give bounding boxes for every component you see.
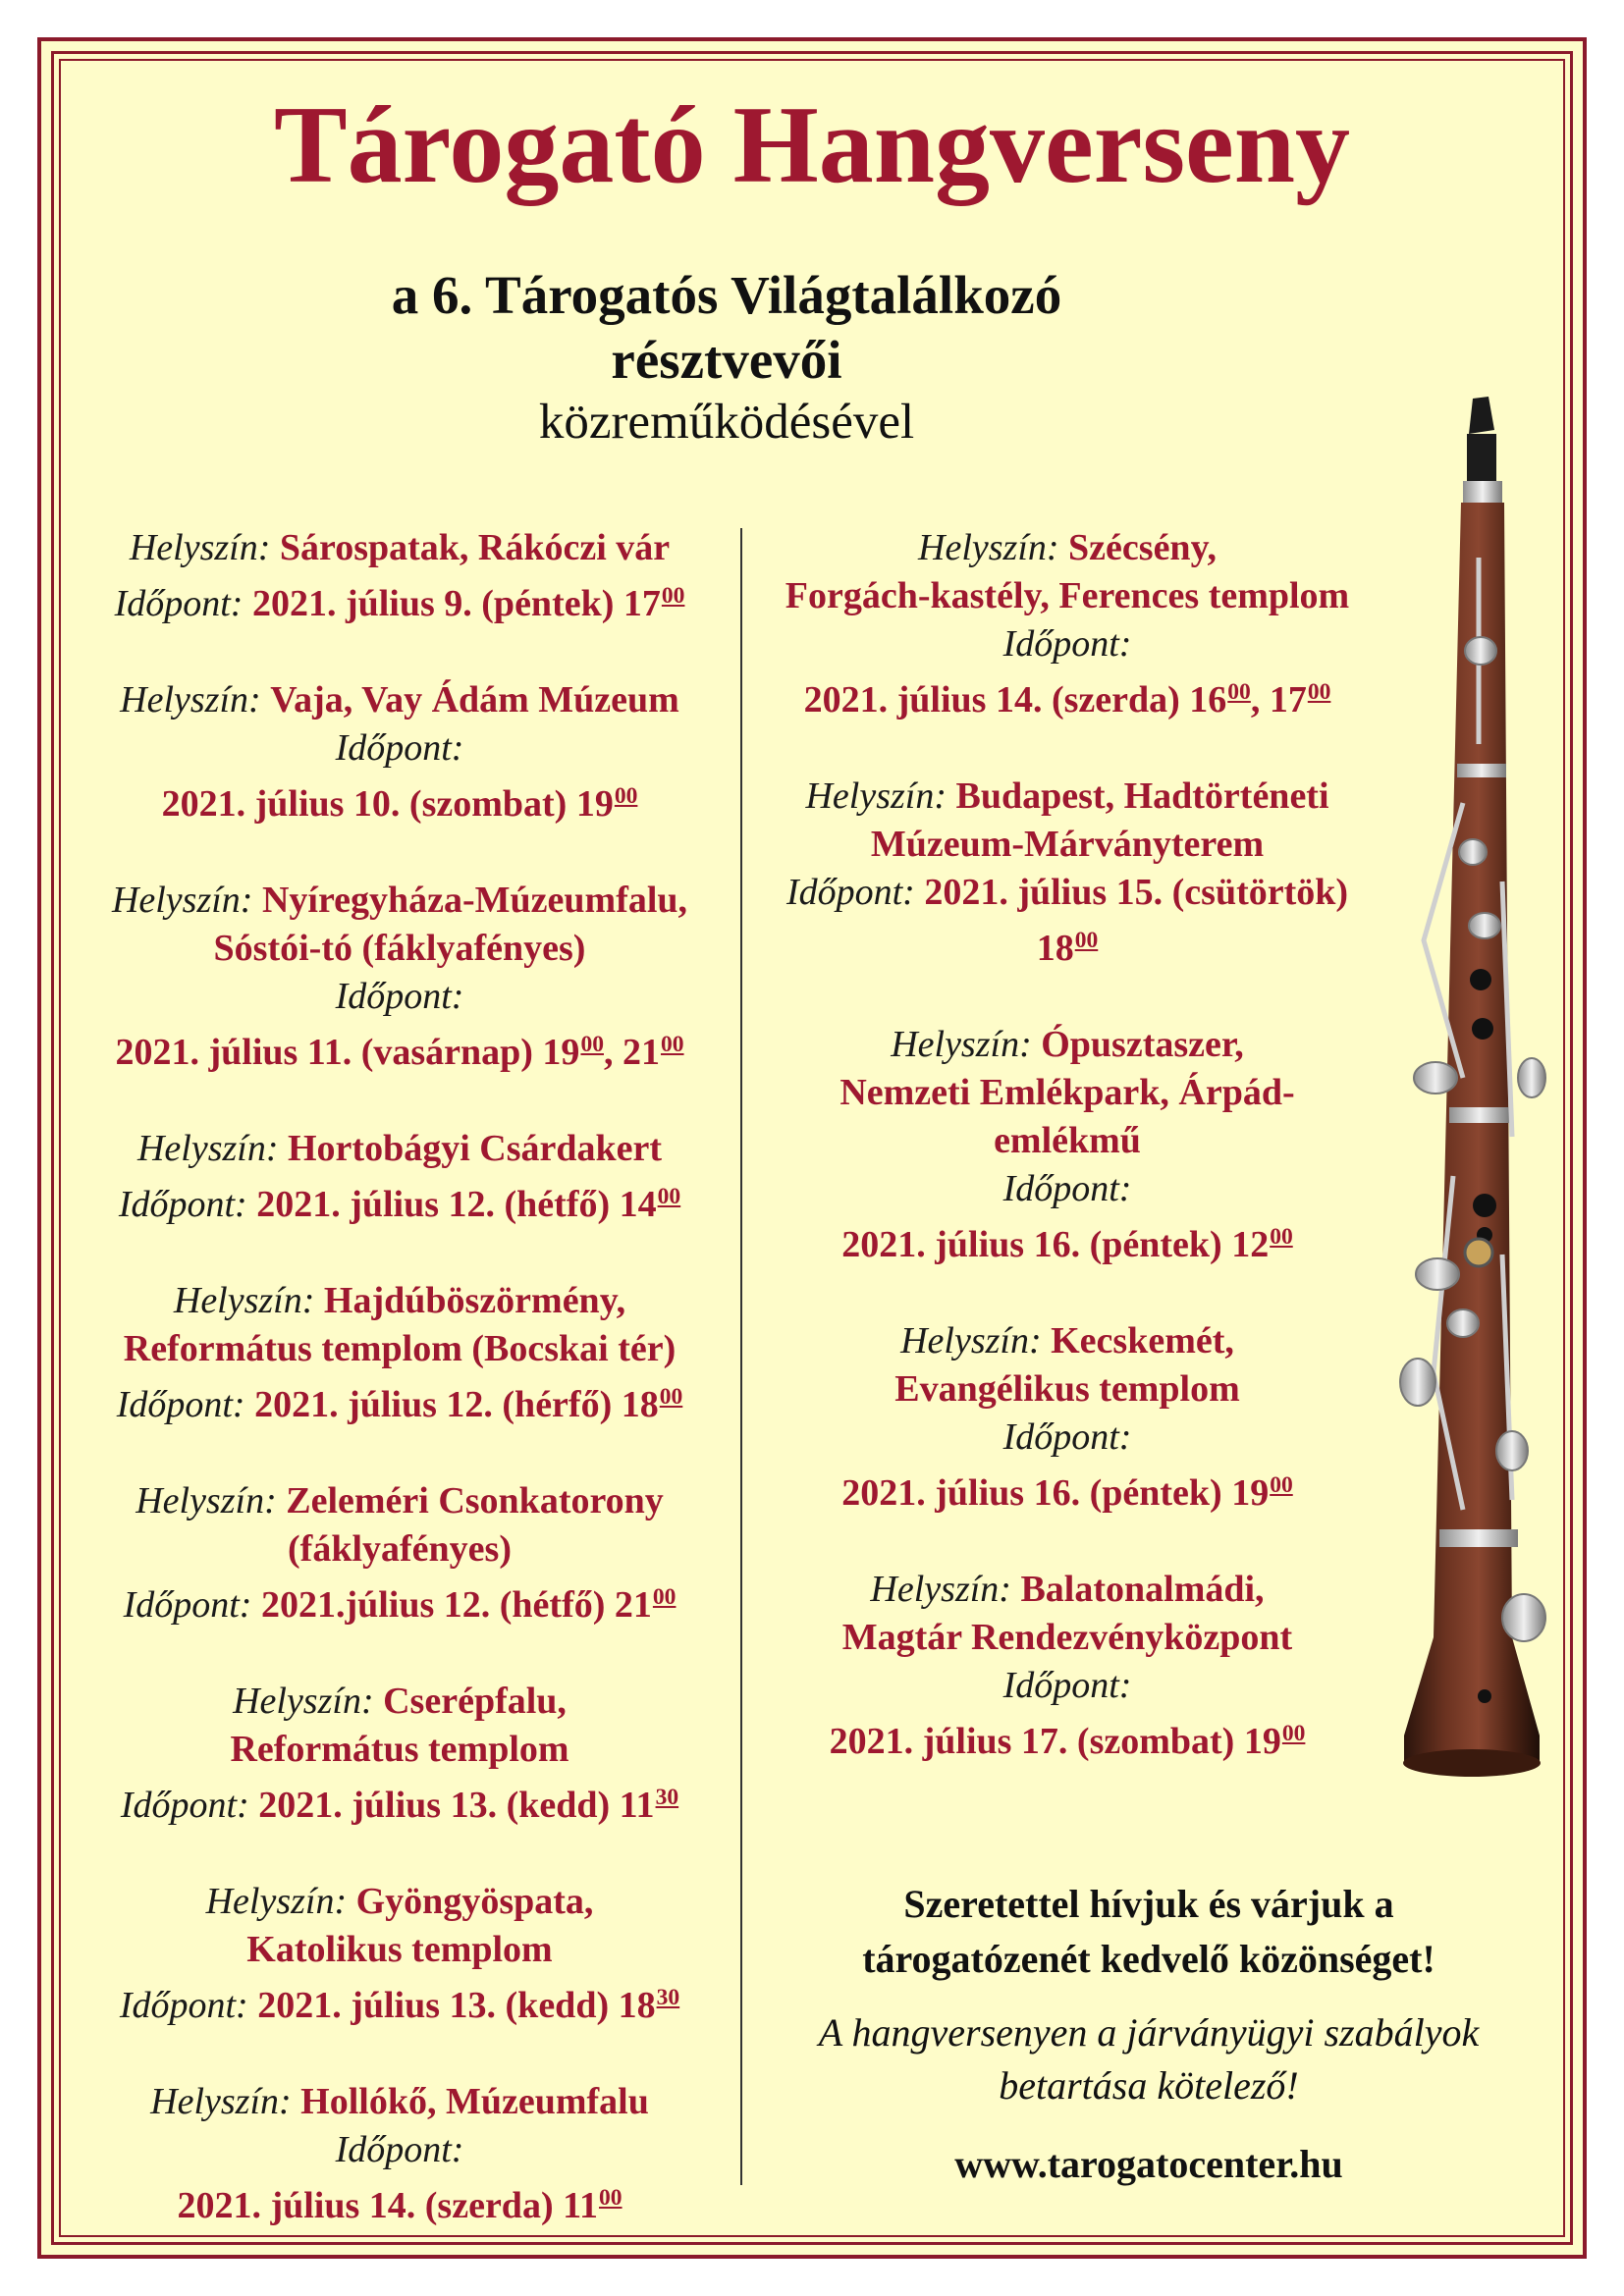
event-location: Magtár Rendezvényközpont xyxy=(841,1616,1293,1658)
event-item xyxy=(81,676,719,828)
event-location: Zeleméri Csonkatorony xyxy=(286,1479,664,1522)
time-label: Időpont: xyxy=(123,1583,252,1626)
event-time-text: 2021. július 14. (szerda) 11 xyxy=(177,2184,598,2226)
time-label-line xyxy=(748,1414,1386,1462)
location-label: Helyszín: xyxy=(918,527,1059,568)
time-label: Időpont: xyxy=(1002,623,1132,665)
event-location: Cserépfalu, xyxy=(383,1680,567,1722)
time-label-line xyxy=(81,2126,719,2174)
event-location: Hortobágyi Csárdakert xyxy=(288,1127,663,1169)
poster-subtitle xyxy=(0,263,1453,393)
event-item xyxy=(748,1317,1386,1518)
event-time-minutes: 30 xyxy=(655,1784,679,1810)
event-location-line xyxy=(81,1726,719,1774)
event-location: Református templom xyxy=(230,1728,569,1770)
time-label: Időpont: xyxy=(785,871,915,913)
event-time-line xyxy=(748,1213,1386,1269)
event-location: Budapest, Hadtörténeti xyxy=(955,774,1329,817)
event-location-line xyxy=(81,1325,719,1373)
event-time-line xyxy=(748,668,1386,724)
event-time-line xyxy=(748,1710,1386,1766)
event-location: Ópusztaszer, xyxy=(1041,1023,1244,1065)
time-label: Időpont: xyxy=(116,1383,245,1425)
event-time-minutes: 00 xyxy=(661,583,685,609)
event-location: Hajdúböszörmény, xyxy=(323,1279,626,1321)
event-time-text: 2021. július 16. (péntek) 12 xyxy=(841,1223,1270,1265)
event-item xyxy=(748,524,1386,724)
event-location-line xyxy=(748,1614,1386,1662)
safety-notice-line-1: A hangversenyen a járványügyi szabályok xyxy=(818,2010,1480,2055)
time-label-line xyxy=(748,620,1386,668)
event-time-minutes: 00 xyxy=(614,782,638,809)
event-location: Evangélikus templom xyxy=(894,1367,1240,1410)
poster-subtitle-3: közreműködésével xyxy=(538,395,915,450)
safety-notice-line-2: betartása kötelező! xyxy=(999,2063,1299,2108)
location-label: Helyszín: xyxy=(111,879,253,921)
location-label: Helyszín: xyxy=(870,1568,1011,1610)
event-location: emlékmű xyxy=(994,1119,1141,1161)
event-time-line xyxy=(81,1373,719,1429)
event-item xyxy=(81,2078,719,2230)
location-label: Helyszín: xyxy=(233,1680,374,1722)
time-label: Időpont: xyxy=(335,726,464,769)
location-label: Helyszín: xyxy=(891,1023,1032,1065)
location-label: Helyszín: xyxy=(136,1127,279,1169)
event-time-text: 18 xyxy=(1036,927,1074,969)
event-location: Nemzeti Emlékpark, Árpád- xyxy=(839,1071,1295,1113)
event-time-minutes: 00 xyxy=(1281,1720,1306,1746)
event-time-text: 2021. július 14. (szerda) 16 xyxy=(803,678,1227,721)
event-location: Gyöngyöspata, xyxy=(355,1880,594,1922)
location-label: Helyszín: xyxy=(129,527,271,568)
event-time-line xyxy=(81,773,719,828)
events-column-right xyxy=(748,524,1386,1766)
event-location: Sárospatak, Rákóczi vár xyxy=(279,527,671,568)
event-location-line xyxy=(81,877,719,925)
invitation-line-2: tárogatózenét kedvelő közönséget! xyxy=(862,1937,1435,1981)
event-time-text: 2021. július 10. (szombat) 19 xyxy=(161,782,614,825)
event-item xyxy=(81,1277,719,1429)
event-location: Kecskemét, xyxy=(1051,1319,1234,1362)
event-time-line xyxy=(81,1974,719,2030)
event-location-line xyxy=(81,1878,719,1926)
subtitle-line-1: a 6. Tárogatós Világtalálkozó xyxy=(391,265,1062,325)
event-time-minutes: 00 xyxy=(1307,679,1331,705)
location-label: Helyszín: xyxy=(805,774,947,817)
event-item xyxy=(81,1125,719,1229)
event-time-line xyxy=(748,917,1386,973)
time-label-line xyxy=(748,1662,1386,1710)
event-location-line xyxy=(81,1926,719,1974)
event-time-text: 2021. július 12. (hérfő) 18 xyxy=(254,1383,659,1425)
event-location: Katolikus templom xyxy=(246,1928,553,1970)
poster-title: Tárogató Hangverseny xyxy=(273,84,1351,206)
event-location-line xyxy=(81,1678,719,1726)
event-location-line xyxy=(748,1566,1386,1614)
event-time-minutes: 00 xyxy=(1270,1471,1293,1498)
event-item xyxy=(748,1021,1386,1269)
event-location-line xyxy=(81,1477,719,1525)
location-label: Helyszín: xyxy=(120,678,261,721)
time-label: Időpont: xyxy=(1002,1167,1132,1209)
event-item xyxy=(81,1477,719,1629)
event-time-minutes: 00 xyxy=(580,1031,604,1057)
event-location-line xyxy=(81,925,719,973)
event-time-text: 2021. július 16. (péntek) 19 xyxy=(841,1471,1270,1514)
event-time-line xyxy=(81,1173,719,1229)
event-item xyxy=(81,524,719,628)
event-location-line xyxy=(81,1525,719,1574)
event-location-line xyxy=(81,2078,719,2126)
event-location-line xyxy=(748,1365,1386,1414)
event-location: Református templom (Bocskai tér) xyxy=(123,1327,677,1369)
location-label: Helyszín: xyxy=(173,1279,315,1321)
event-time-minutes: 00 xyxy=(660,1031,684,1057)
location-label: Helyszín: xyxy=(150,2080,292,2122)
time-label: Időpont: xyxy=(114,582,244,624)
event-item xyxy=(748,773,1386,973)
event-location: Vaja, Vay Ádám Múzeum xyxy=(270,678,679,721)
event-item xyxy=(81,1878,719,2030)
event-location-line xyxy=(81,1277,719,1325)
event-location: Szécsény, xyxy=(1068,527,1217,568)
event-time-text: , 17 xyxy=(1250,678,1307,721)
event-time-minutes: 00 xyxy=(659,1383,683,1410)
event-location: Balatonalmádi, xyxy=(1020,1568,1265,1610)
location-label: Helyszín: xyxy=(205,1880,348,1922)
event-time-text: 2021. július 13. (kedd) 18 xyxy=(257,1984,656,2026)
event-location-line xyxy=(81,1125,719,1173)
invitation-text xyxy=(746,1877,1551,1987)
time-label: Időpont: xyxy=(119,1984,248,2026)
event-time-minutes: 00 xyxy=(657,1183,681,1209)
event-item xyxy=(81,1678,719,1830)
event-time-text: 2021. július 13. (kedd) 11 xyxy=(258,1784,655,1826)
event-time-minutes: 00 xyxy=(1074,927,1099,953)
event-location-line xyxy=(748,524,1386,572)
tarogato-instrument-image xyxy=(1365,391,1551,1902)
event-time-text: 2021. július 12. (hétfő) 14 xyxy=(256,1183,657,1225)
website-link[interactable]: www.tarogatocenter.hu xyxy=(954,2142,1343,2186)
time-label-line xyxy=(81,973,719,1021)
event-time-line xyxy=(748,869,1386,917)
event-time-line xyxy=(81,1774,719,1830)
event-time-line xyxy=(81,1021,719,1077)
event-location-line xyxy=(748,1317,1386,1365)
event-location-line xyxy=(748,1069,1386,1117)
safety-notice xyxy=(746,2006,1551,2112)
event-time-minutes: 00 xyxy=(652,1583,677,1610)
event-time-text: 2021.július 12. (hétfő) 21 xyxy=(260,1583,652,1626)
event-location-line xyxy=(748,1021,1386,1069)
time-label: Időpont: xyxy=(1002,1664,1132,1706)
event-time-text: 2021. július 15. (csütörtök) xyxy=(924,871,1349,913)
event-time-text: 2021. július 17. (szombat) 19 xyxy=(829,1720,1281,1762)
time-label: Időpont: xyxy=(335,2128,464,2170)
event-location-line xyxy=(748,773,1386,821)
event-location-line xyxy=(81,676,719,724)
location-label: Helyszín: xyxy=(900,1319,1042,1362)
subtitle-line-2: résztvevői xyxy=(611,330,842,390)
event-location-line xyxy=(81,524,719,572)
time-label-line xyxy=(748,1165,1386,1213)
event-time-minutes: 00 xyxy=(599,2184,623,2211)
event-time-line xyxy=(748,1462,1386,1518)
event-location: Múzeum-Márványterem xyxy=(870,823,1265,865)
event-location: (fáklyafényes) xyxy=(288,1527,512,1570)
time-label: Időpont: xyxy=(118,1183,247,1225)
event-location: Hollókő, Múzeumfalu xyxy=(300,2080,649,2122)
event-location-line xyxy=(748,572,1386,620)
event-time-text: , 21 xyxy=(603,1031,660,1073)
event-time-minutes: 00 xyxy=(1270,1223,1293,1250)
location-label: Helyszín: xyxy=(135,1479,277,1522)
time-label-line xyxy=(81,724,719,773)
event-location: Nyíregyháza-Múzeumfalu, xyxy=(261,879,688,921)
time-label: Időpont: xyxy=(335,975,464,1017)
event-time-line xyxy=(81,1574,719,1629)
event-time-minutes: 00 xyxy=(1227,679,1251,705)
event-time-text: 2021. július 11. (vasárnap) 19 xyxy=(115,1031,580,1073)
event-location: Sóstói-tó (fáklyafényes) xyxy=(213,927,586,969)
event-location-line xyxy=(748,1117,1386,1165)
event-location-line xyxy=(748,821,1386,869)
events-column-left xyxy=(81,524,719,2230)
time-label: Időpont: xyxy=(1002,1415,1132,1458)
invitation-line-1: Szeretettel hívjuk és várjuk a xyxy=(903,1882,1394,1926)
column-divider xyxy=(740,528,742,2185)
time-label: Időpont: xyxy=(120,1784,249,1826)
event-time-text: 2021. július 9. (péntek) 17 xyxy=(251,582,661,624)
event-location: Forgách-kastély, Ferences templom xyxy=(785,575,1350,616)
event-item xyxy=(81,877,719,1077)
event-item xyxy=(748,1566,1386,1766)
event-time-line xyxy=(81,572,719,628)
event-time-line xyxy=(81,2174,719,2230)
event-time-minutes: 30 xyxy=(656,1984,680,2010)
